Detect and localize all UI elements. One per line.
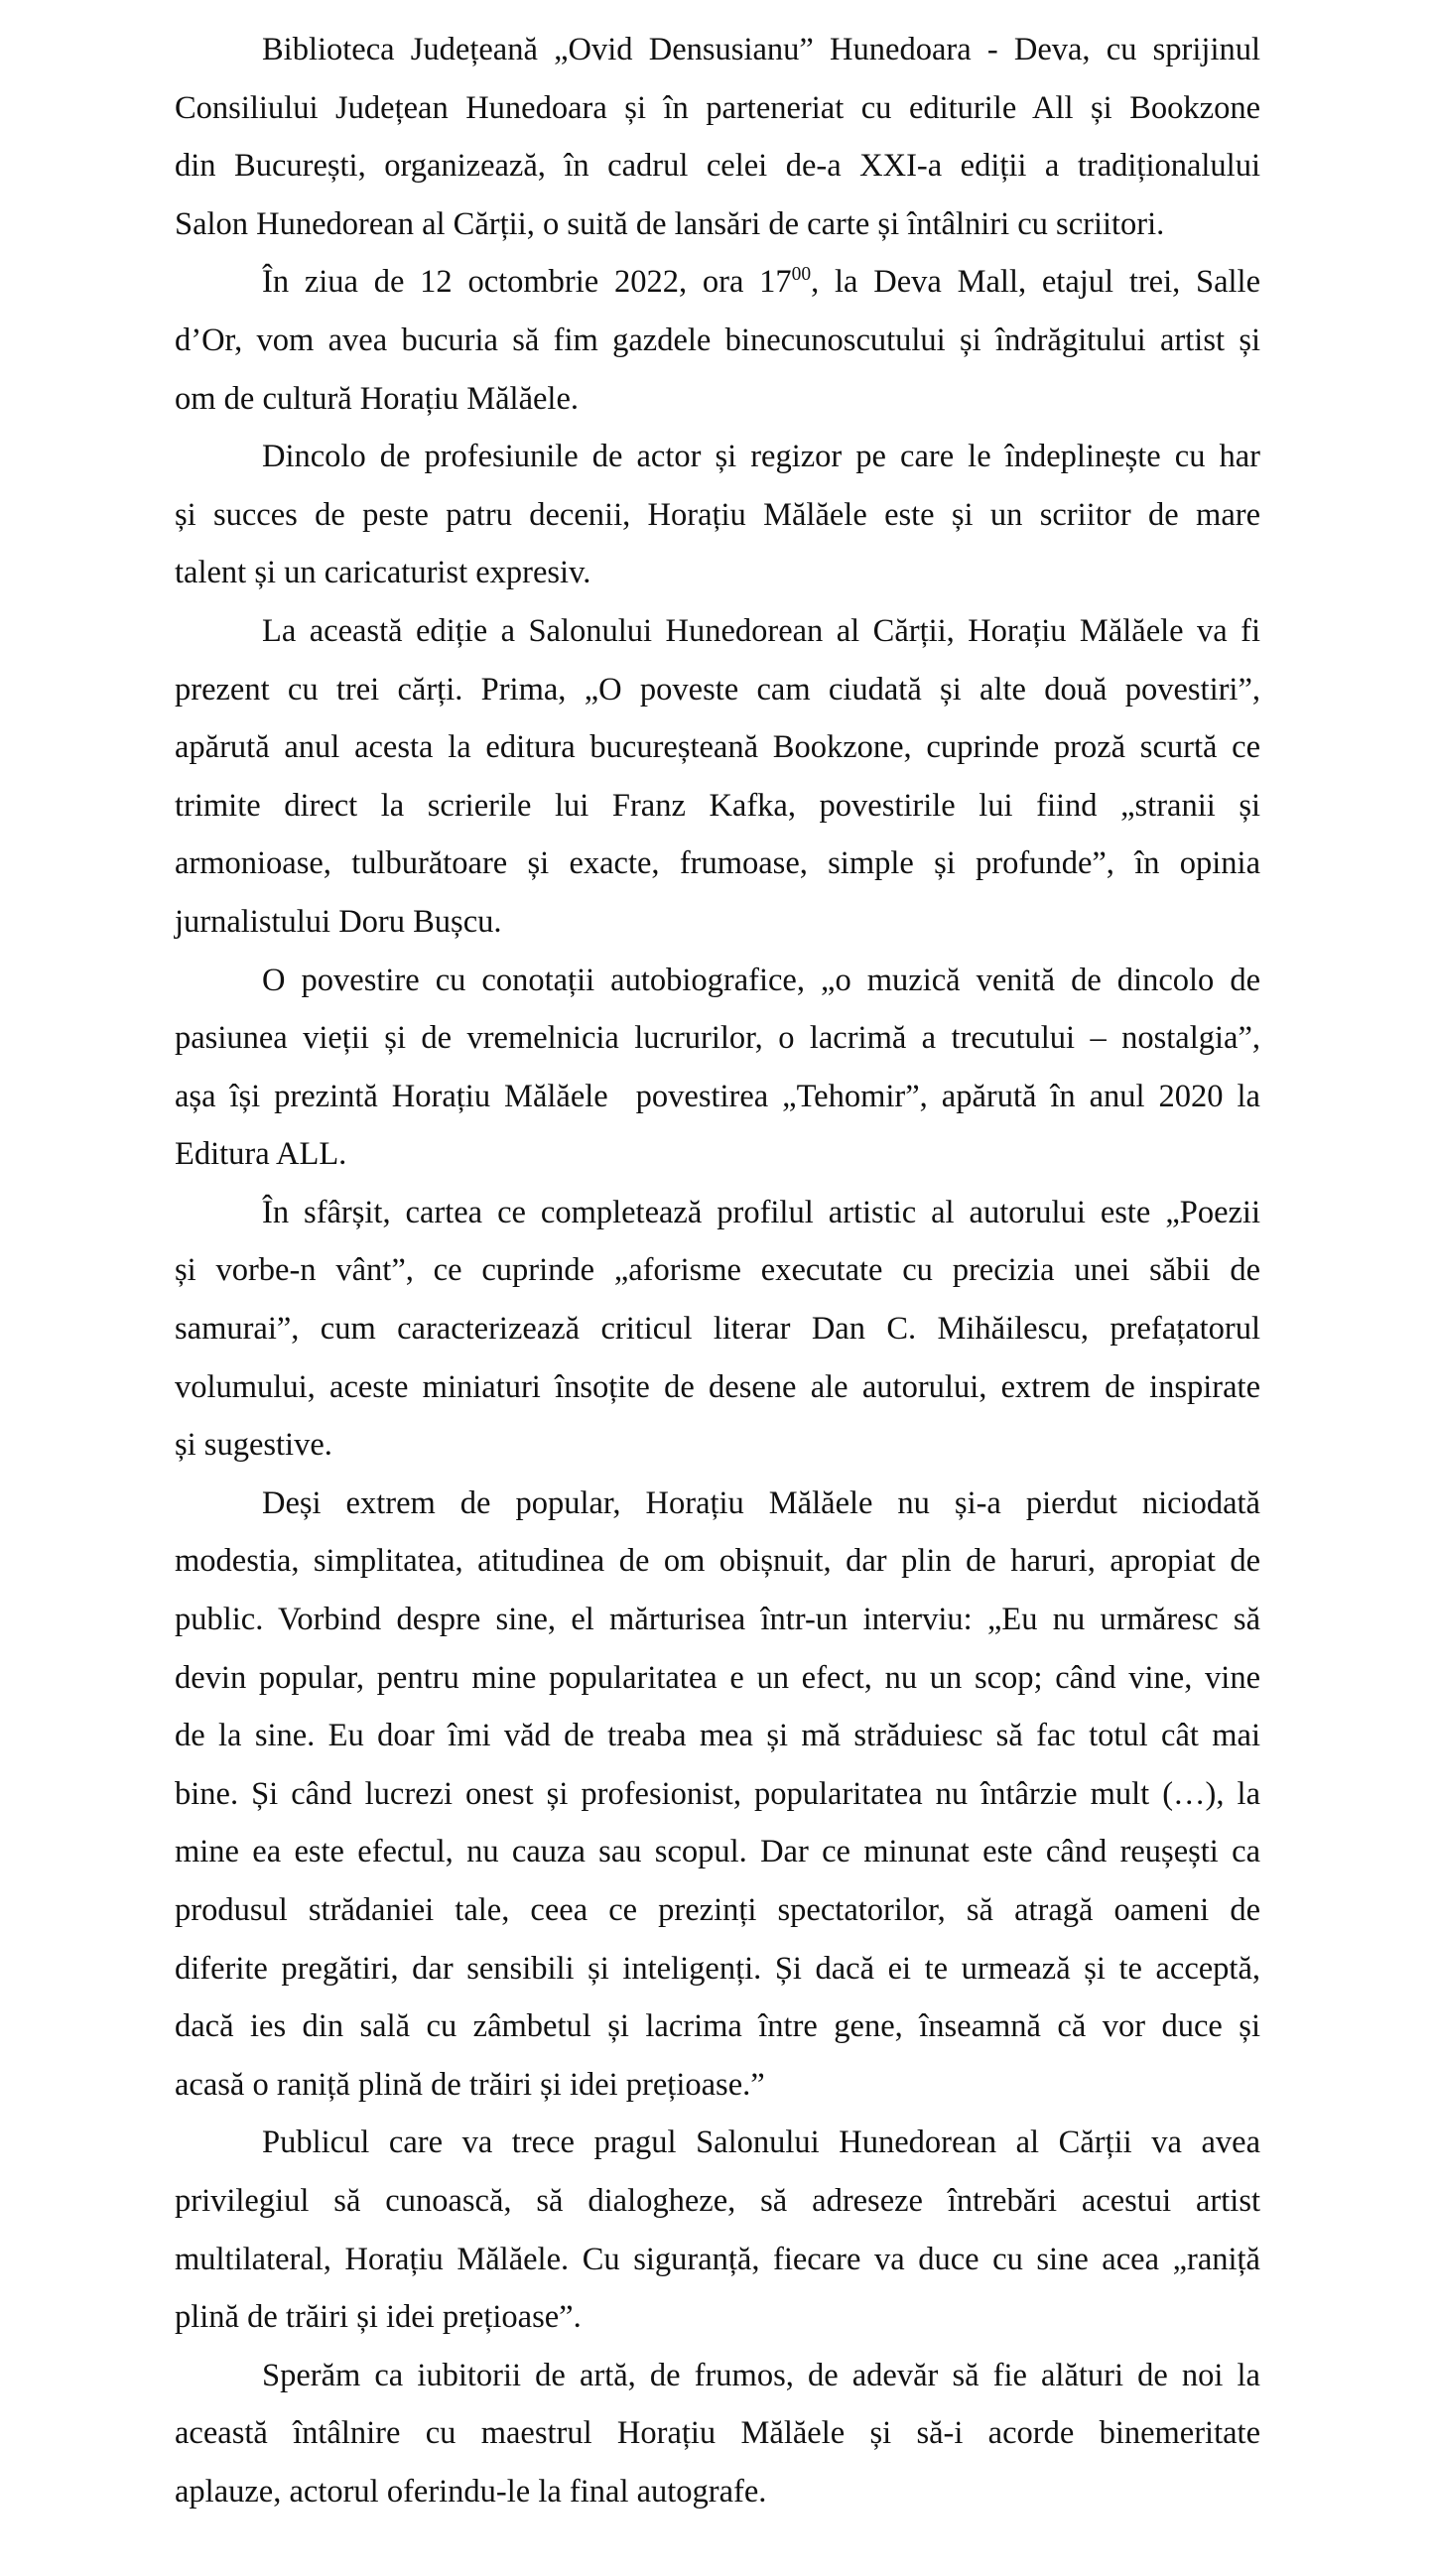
text-line: Dincolo de profesiunile de actor și regizor pe care le îndeplinește cu har [262, 439, 1260, 475]
text-line: dacă ies din sală cu zâmbetul și lacrima între gene, înseamnă că vor duce și [175, 2008, 1260, 2045]
paragraph-audience [175, 2114, 1260, 2346]
text-line: În sfârșit, cartea ce completează profilul artistic al autorului este „Poezii [262, 1194, 1260, 1230]
event-date-text: În ziua de 12 octombrie 2022, ora 17 [262, 264, 792, 301]
text-line: d’Or, vom avea bucuria să fim gazdele binecunoscutului și îndrăgitului artist și [175, 322, 1260, 358]
text-line: din București, organizează, în cadrul celei de-a XXI-a ediții a tradiționalului [175, 148, 1260, 185]
text-line: această întâlnire cu maestrul Horațiu Mălăele și să-i acorde binemeritate [175, 2415, 1260, 2452]
text-line: modestia, simplitatea, atitudinea de om obișnuit, dar plin de haruri, apropiat de [175, 1543, 1260, 1580]
text-line: om de cultură Horațiu Mălăele. [175, 380, 579, 417]
event-location-text: , la Deva Mall, etajul trei, Salle [811, 264, 1261, 301]
paragraph-intro [175, 21, 1260, 253]
text-line: devin popular, pentru mine popularitatea e un efect, nu un scop; când vine, vine [175, 1659, 1260, 1696]
text-line [175, 253, 1260, 312]
text-line: public. Vorbind despre sine, el mărturisea într-un interviu: „Eu nu urmăresc să [175, 1602, 1260, 1638]
text-line: mine ea este efectul, nu cauza sau scopul. Dar ce minunat este când reușești ca [175, 1834, 1260, 1870]
text-line: plină de trăiri și idei prețioase”. [175, 2299, 582, 2336]
document-page [175, 21, 1260, 2521]
text-line: privilegiul să cunoască, să dialogheze, să adreseze întrebări acestui artist [175, 2182, 1260, 2219]
text-line: Biblioteca Județeană „Ovid Densusianu” Hunedoara - Deva, cu sprijinul [262, 32, 1260, 67]
text-line: de la sine. Eu doar îmi văd de treaba mea și mă străduiesc să fac totul cât mai [175, 1718, 1260, 1754]
text-line: multilateral, Horațiu Mălăele. Cu siguranță, fiecare va duce cu sine acea „raniță [175, 2241, 1260, 2277]
text-line: prezent cu trei cărți. Prima, „O poveste cam ciudată și alte două povestiri”, [175, 671, 1260, 708]
paragraph-professions [175, 428, 1260, 602]
event-time-minutes: 00 [791, 264, 812, 286]
text-line: și vorbe-n vânt”, ce cuprinde „aforisme executate cu precizia unei săbii de [175, 1252, 1260, 1289]
text-line: talent și un caricaturist expresiv. [175, 555, 591, 591]
text-line: Editura ALL. [175, 1136, 347, 1173]
text-line: și sugestive. [175, 1427, 332, 1464]
text-line: așa își prezintă Horațiu Mălăele povestirea „Tehomir”, apărută în anul 2020 la [175, 1078, 1260, 1114]
text-line: jurnalistului Doru Bușcu. [175, 903, 502, 940]
text-line: diferite pregătiri, dar sensibili și inteligenți. Și dacă ei te urmează și te acceptă, [175, 1950, 1260, 1987]
text-line: aplauze, actorul oferindu-le la final autografe. [175, 2473, 767, 2510]
text-line: acasă o raniță plină de trăiri și idei prețioase.” [175, 2066, 765, 2103]
text-line: și succes de peste patru decenii, Horațiu Mălăele este și un scriitor de mare [175, 496, 1260, 533]
text-line: La această ediție a Salonului Hunedorean al Cărții, Horațiu Mălăele va fi [262, 612, 1260, 649]
text-line: pasiunea vieții și de vremelnicia lucrurilor, o lacrimă a trecutului – nostalgia”, [175, 1020, 1260, 1057]
text-line: bine. Și când lucrezi onest și profesionist, popularitatea nu întârzie mult (…), la [175, 1775, 1260, 1812]
paragraph-event-details [175, 253, 1260, 428]
text-line: samurai”, cum caracterizează criticul literar Dan C. Mihăilescu, prefațatorul [175, 1311, 1260, 1348]
paragraph-third-book [175, 1184, 1260, 1475]
paragraph-second-book [175, 952, 1260, 1184]
text-line: trimite direct la scrierile lui Franz Kafka, povestirile lui fiind „stranii și [175, 787, 1260, 824]
text-line: Consiliului Județean Hunedoara și în parteneriat cu editurile All și Bookzone [175, 89, 1260, 126]
paragraph-interview-quote [175, 1475, 1260, 2115]
text-line: volumului, aceste miniaturi însoțite de desene ale autorului, extrem de inspirate [175, 1368, 1260, 1405]
text-line: armonioase, tulburătoare și exacte, frumoase, simple și profunde”, în opinia [175, 845, 1260, 882]
text-line: Deși extrem de popular, Horațiu Mălăele nu și-a pierdut niciodată [262, 1484, 1260, 1521]
text-line: produsul strădaniei tale, ceea ce prezinți spectatorilor, să atragă oameni de [175, 1892, 1260, 1928]
paragraph-first-book [175, 602, 1260, 952]
text-line: Salon Hunedorean al Cărții, o suită de lansări de carte și întâlniri cu scriitori. [175, 205, 1165, 242]
text-line: O povestire cu conotații autobiografice, „o muzică venită de dincolo de [262, 962, 1260, 998]
paragraph-closing [175, 2347, 1260, 2521]
text-line: Publicul care va trece pragul Salonului Hunedorean al Cărții va avea [262, 2125, 1260, 2161]
text-line: Sperăm ca iubitorii de artă, de frumos, de adevăr să fie alături de noi la [262, 2357, 1260, 2393]
text-line: apărută anul acesta la editura bucureșteană Bookzone, cuprinde proză scurtă ce [175, 729, 1260, 766]
